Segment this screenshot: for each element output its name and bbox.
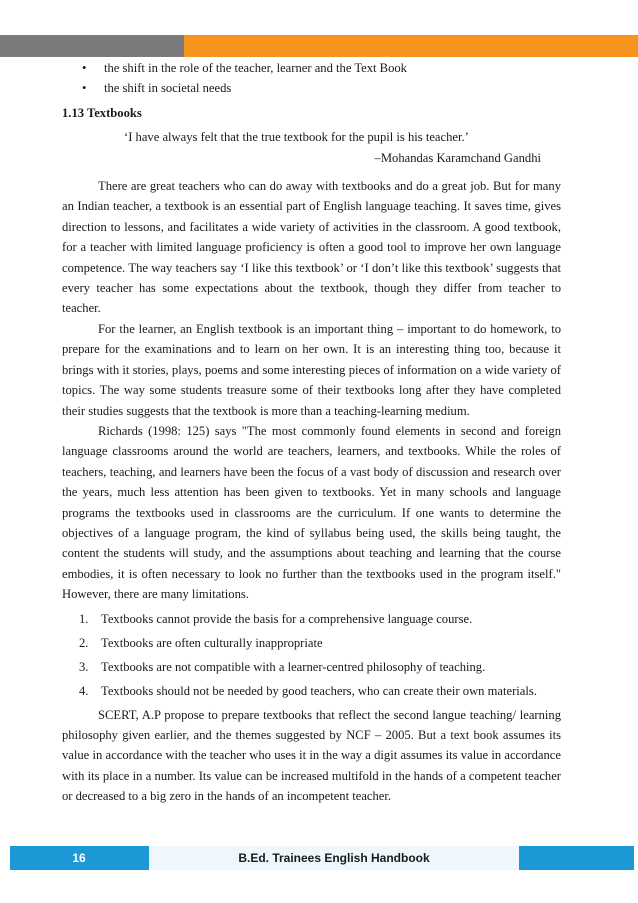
- page-number: 16: [72, 851, 86, 865]
- list-item: [62, 633, 561, 657]
- list-number: 3.: [79, 659, 89, 674]
- header-bar-gray-segment: [0, 35, 184, 57]
- epigraph-quote: ‘I have always felt that the true textbook for the pupil is his teacher.’: [124, 130, 469, 145]
- list-number: 1.: [79, 611, 89, 626]
- body-paragraph: Richards (1998: 125) says "The most commonly found elements in second and foreign language classrooms around the world are teachers, learners, and textbooks. While the roles of teachers, teaching, and learners have been the focus of a vast body of discussion and research over the years, much less attention has been given to textbooks. Yet in many schools and language programs the textbooks used in classrooms are the curriculum. If one wants to determine the objectives of a language program, the kind of syllabus being used, the skills being taught, the content the students will study, and the assumptions about teaching and learning that the course embodies, it is often necessary to look no further than the textbooks used in the program itself." However, there are many limitations.: [62, 423, 561, 602]
- list-item: [62, 681, 561, 705]
- bullet-list: [62, 58, 561, 99]
- header-bar: [0, 35, 638, 57]
- section-heading: 1.13 Textbooks: [62, 105, 142, 120]
- list-number: 4.: [79, 683, 89, 698]
- list-number: 2.: [79, 635, 89, 650]
- list-text: Textbooks are often culturally inappropriate: [101, 635, 323, 650]
- body-paragraph: For the learner, an English textbook is an important thing – important to do homework, to prepare for the examinations and to learn on her own. It is an interesting thing too, because it brings with it stories, plays, poems and some interesting pieces of information on a wide variety of topics. The way some students treasure some of their textbooks long after they have completed their studies suggests that the textbook is more than a teaching-learning medium.: [62, 321, 561, 418]
- bullet-item: • the shift in the role of the teacher, learner and the Text Book: [62, 58, 561, 78]
- header-bar-orange-segment: [184, 35, 638, 57]
- page-body: [62, 58, 561, 807]
- list-text: Textbooks are not compatible with a learner-centred philosophy of teaching.: [101, 659, 486, 674]
- footer-title: B.Ed. Trainees English Handbook: [148, 846, 520, 870]
- body-paragraph: There are great teachers who can do away with textbooks and do a great job. But for many an Indian teacher, a textbook is an essential part of English language teaching. It saves time, gives direction to lessons, and facilitates a wide variety of activities in the classroom. A good textbook, for a teacher with limited language proficiency is often a good tool to improve her own language competence. The way teachers say ‘I like this textbook’ or ‘I don’t like this textbook’ suggests that every teacher has some expectations about the textbook, though they differ from teacher to teacher.: [62, 179, 561, 316]
- list-item: [62, 657, 561, 681]
- list-text: Textbooks should not be needed by good teachers, who can create their own materials.: [101, 683, 537, 698]
- footer-bar: [10, 846, 634, 870]
- closing-paragraph: SCERT, A.P propose to prepare textbooks that reflect the second langue teaching/ learning philosophy given earlier, and the themes suggested by NCF – 2005. But a text book assumes its value in accordance with the teacher who uses it in the way a digit assumes its value in accordance with its place in a number. Its value can be increased multifold in the hands of a competent teacher or decreased to a big zero in the hands of an incompetent teacher.: [62, 707, 561, 804]
- epigraph-attribution: –Mohandas Karamchand Gandhi: [374, 150, 541, 165]
- bullet-item: • the shift in societal needs: [62, 78, 561, 98]
- list-item: [62, 609, 561, 633]
- list-text: Textbooks cannot provide the basis for a comprehensive language course.: [101, 611, 473, 626]
- limitations-list: [62, 609, 561, 705]
